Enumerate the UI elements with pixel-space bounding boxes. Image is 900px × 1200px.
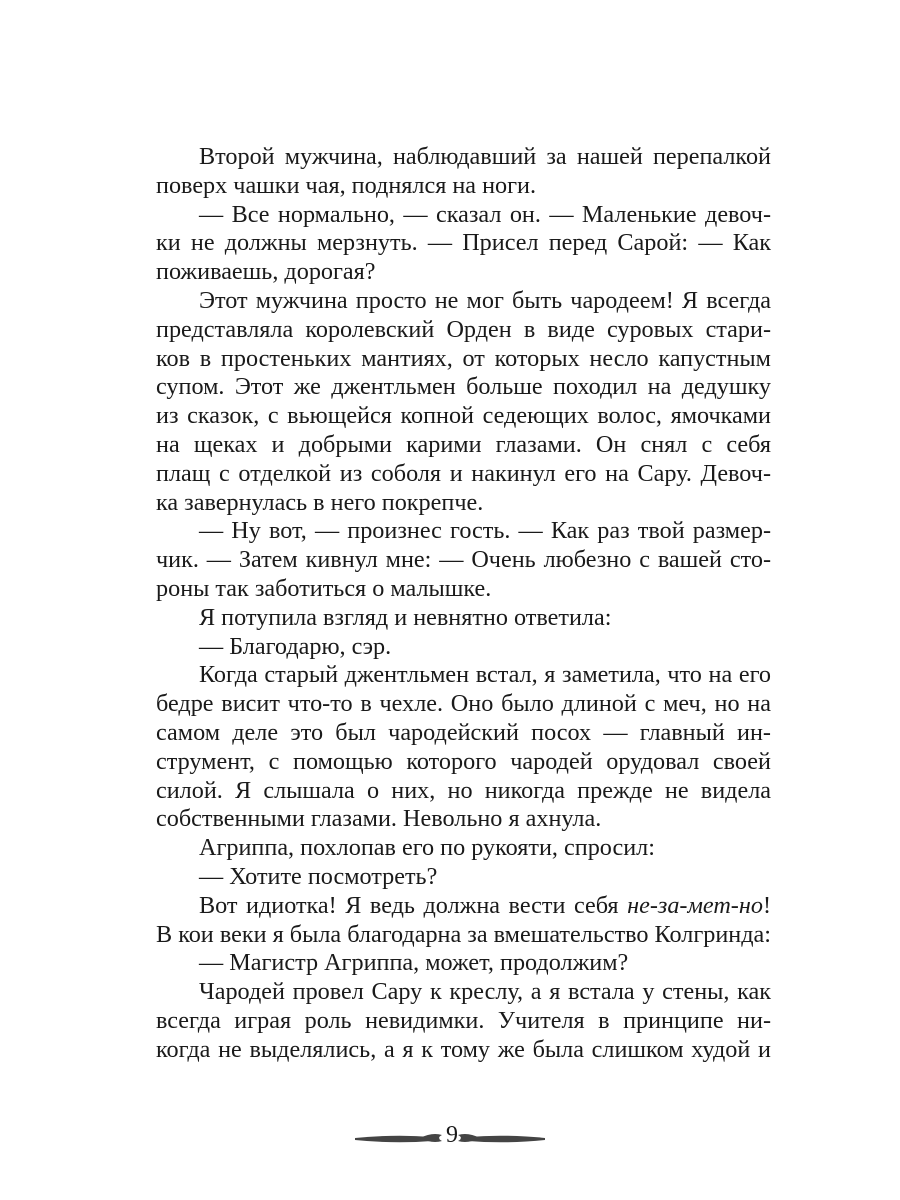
page-number: 9: [446, 1122, 458, 1148]
text-line: — Все нормально, — сказал он. — Маленькие девоч-: [199, 200, 771, 228]
text-line: ка завернулась в него покрепче.: [156, 488, 484, 516]
text-line: из сказок, с вьющейся копной седеющих волос, ямочками: [156, 402, 771, 430]
page-footer: [0, 1120, 900, 1160]
text-line: В кои веки я была благодарна за вмешательство Колгринда:: [156, 920, 771, 948]
text-line: самом деле это был чародейский посох — главный ин-: [156, 718, 771, 746]
text-line: поверх чашки чая, поднялся на ноги.: [156, 171, 537, 199]
text-line: всегда играя роль невидимки. Учителя в принципе ни-: [156, 1006, 771, 1034]
text-line: представляла королевский Орден в виде суровых стари-: [156, 315, 771, 343]
text-line: Второй мужчина, наблюдавший за нашей перепалкой: [199, 143, 771, 170]
text-line: бедре висит что-то в чехле. Оно было длиной с меч, но на: [156, 690, 771, 718]
text-line: — Ну вот, — произнес гость. — Как раз твой размер-: [199, 517, 771, 545]
text-line: ков в простеньких мантиях, от которых несло капустным: [156, 344, 771, 372]
text-line: [199, 892, 771, 921]
text-line: собственными глазами. Невольно я ахнула.: [156, 805, 602, 833]
text-line: Этот мужчина просто не мог быть чародеем! Я всегда: [199, 286, 771, 314]
page-body: [156, 143, 771, 1065]
emphasized-text: не-за-мет-но: [627, 891, 763, 919]
text-line: супом. Этот же джентльмен больше походил на дедушку: [156, 373, 771, 401]
text-line: поживаешь, дорогая?: [156, 258, 376, 286]
text-line: Чародей провел Сару к креслу, а я встала у стены, как: [199, 978, 771, 1006]
text-line: плащ с отделкой из соболя и накинул его на Сару. Девоч-: [156, 459, 771, 487]
text-line: на щеках и добрыми карими глазами. Он снял с себя: [156, 430, 771, 458]
text-line: ки не должны мерзнуть. — Присел перед Сарой: — Как: [156, 229, 771, 257]
text-line: — Магистр Агриппа, может, продолжим?: [199, 949, 629, 977]
text-span: !: [762, 891, 771, 919]
text-line: — Благодарю, сэр.: [199, 632, 392, 660]
text-line: когда не выделялись, а я к тому же была слишком худой и: [156, 1035, 771, 1063]
text-line: струмент, с помощью которого чародей орудовал своей: [156, 747, 771, 775]
text-line: чик. — Затем кивнул мне: — Очень любезно с вашей сто-: [156, 546, 771, 574]
text-line: Я потупила взгляд и невнятно ответила:: [199, 603, 612, 631]
text-line: Когда старый джентльмен встал, я заметила, что на его: [199, 661, 771, 689]
text-span: Вот идиотка! Я ведь должна вести себя: [199, 891, 628, 919]
text-line: роны так заботиться о малышке.: [156, 574, 492, 602]
text-line: силой. Я слышала о них, но никогда прежде не видела: [156, 776, 771, 804]
text-line: — Хотите посмотреть?: [199, 862, 438, 890]
text-line: Агриппа, похлопав его по рукояти, спросил:: [199, 834, 655, 862]
